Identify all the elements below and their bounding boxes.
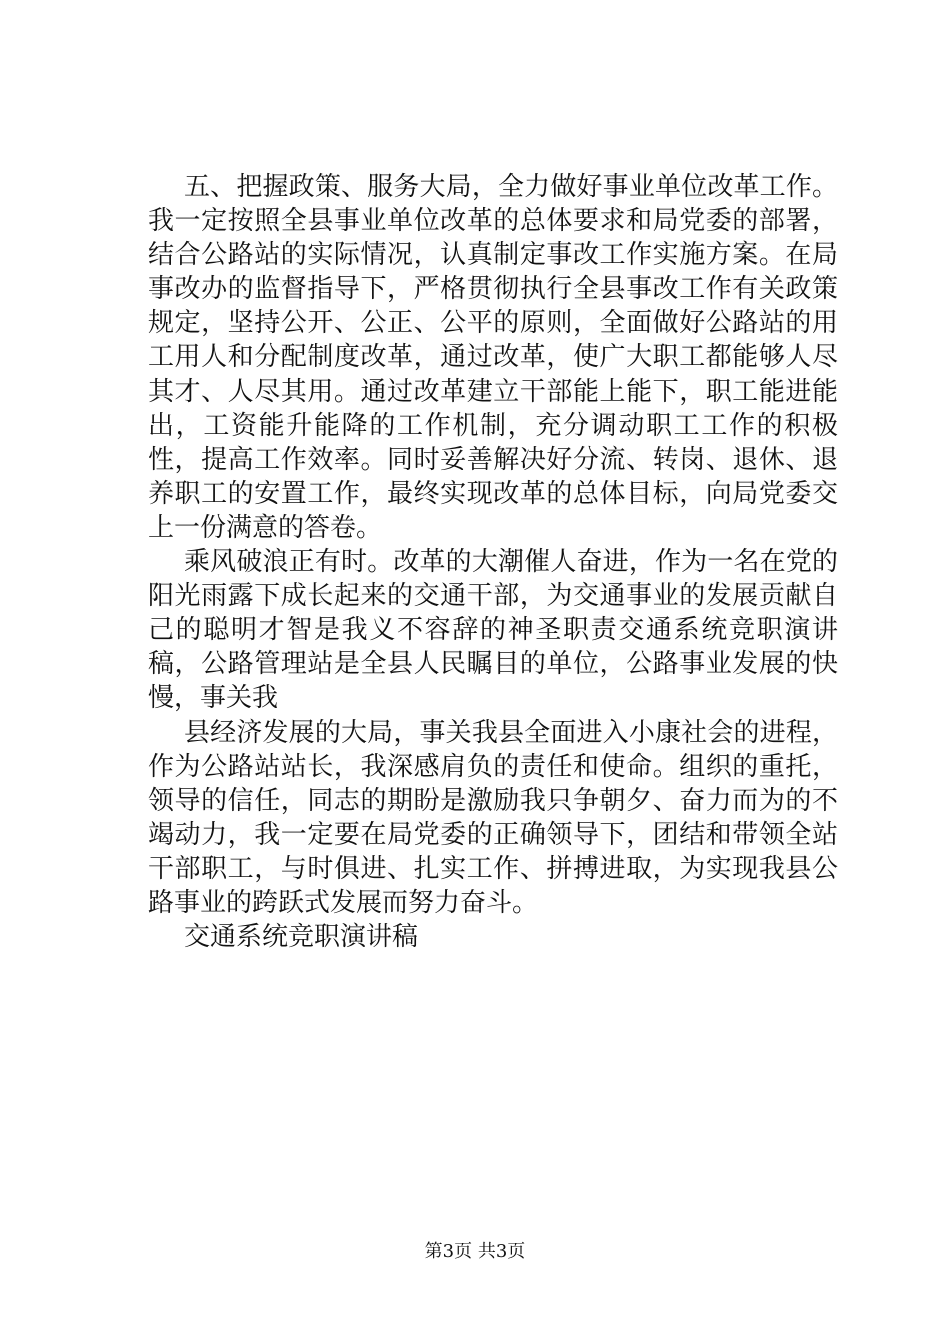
- paragraph-reform-work: 五、把握政策、服务大局，全力做好事业单位改革工作。我一定按照全县事业单位改革的总体要求和局党委的部署，结合公路站的实际情况，认真制定事改工作实施方案。在局事改办的监督指导下，严格贯彻执行全县事改工作有关政策规定，坚持公开、公正、公平的原则，全面做好公路站的用工用人和分配制度改革，通过改革，使广大职工都能够人尽其才、人尽其用。通过改革建立干部能上能下，职工能进能出，工资能升能降的工作机制，充分调动职工工作的积极性，提高工作效率。同时妥善解决好分流、转岗、退休、退养职工的安置工作，最终实现改革的总体目标，向局党委交上一份满意的答卷。: [148, 172, 838, 543]
- paragraph-county-development: 县经济发展的大局，事关我县全面进入小康社会的进程，作为公路站站长，我深感肩负的责任和使命。组织的重托，领导的信任，同志的期盼是激励我只争朝夕、奋力而为的不竭动力，我一定要在局党委的正确领导下，团结和带领全站干部职工，与时俱进、扎实工作、拼搏进取，为实现我县公路事业的跨跃式发展而努力奋斗。: [148, 717, 838, 918]
- paragraph-ride-the-wind: 乘风破浪正有时。改革的大潮催人奋进，作为一名在党的阳光雨露下成长起来的交通干部，为交通事业的发展贡献自己的聪明才智是我义不容辞的神圣职责交通系统竞职演讲稿，公路管理站是全县人民瞩目的单位，公路事业发展的快慢，事关我: [148, 547, 838, 714]
- document-body: [148, 170, 838, 954]
- page-number-footer: 第3页 共3页: [424, 1241, 526, 1262]
- paragraph-closing-title: 交通系统竞职演讲稿: [184, 922, 419, 953]
